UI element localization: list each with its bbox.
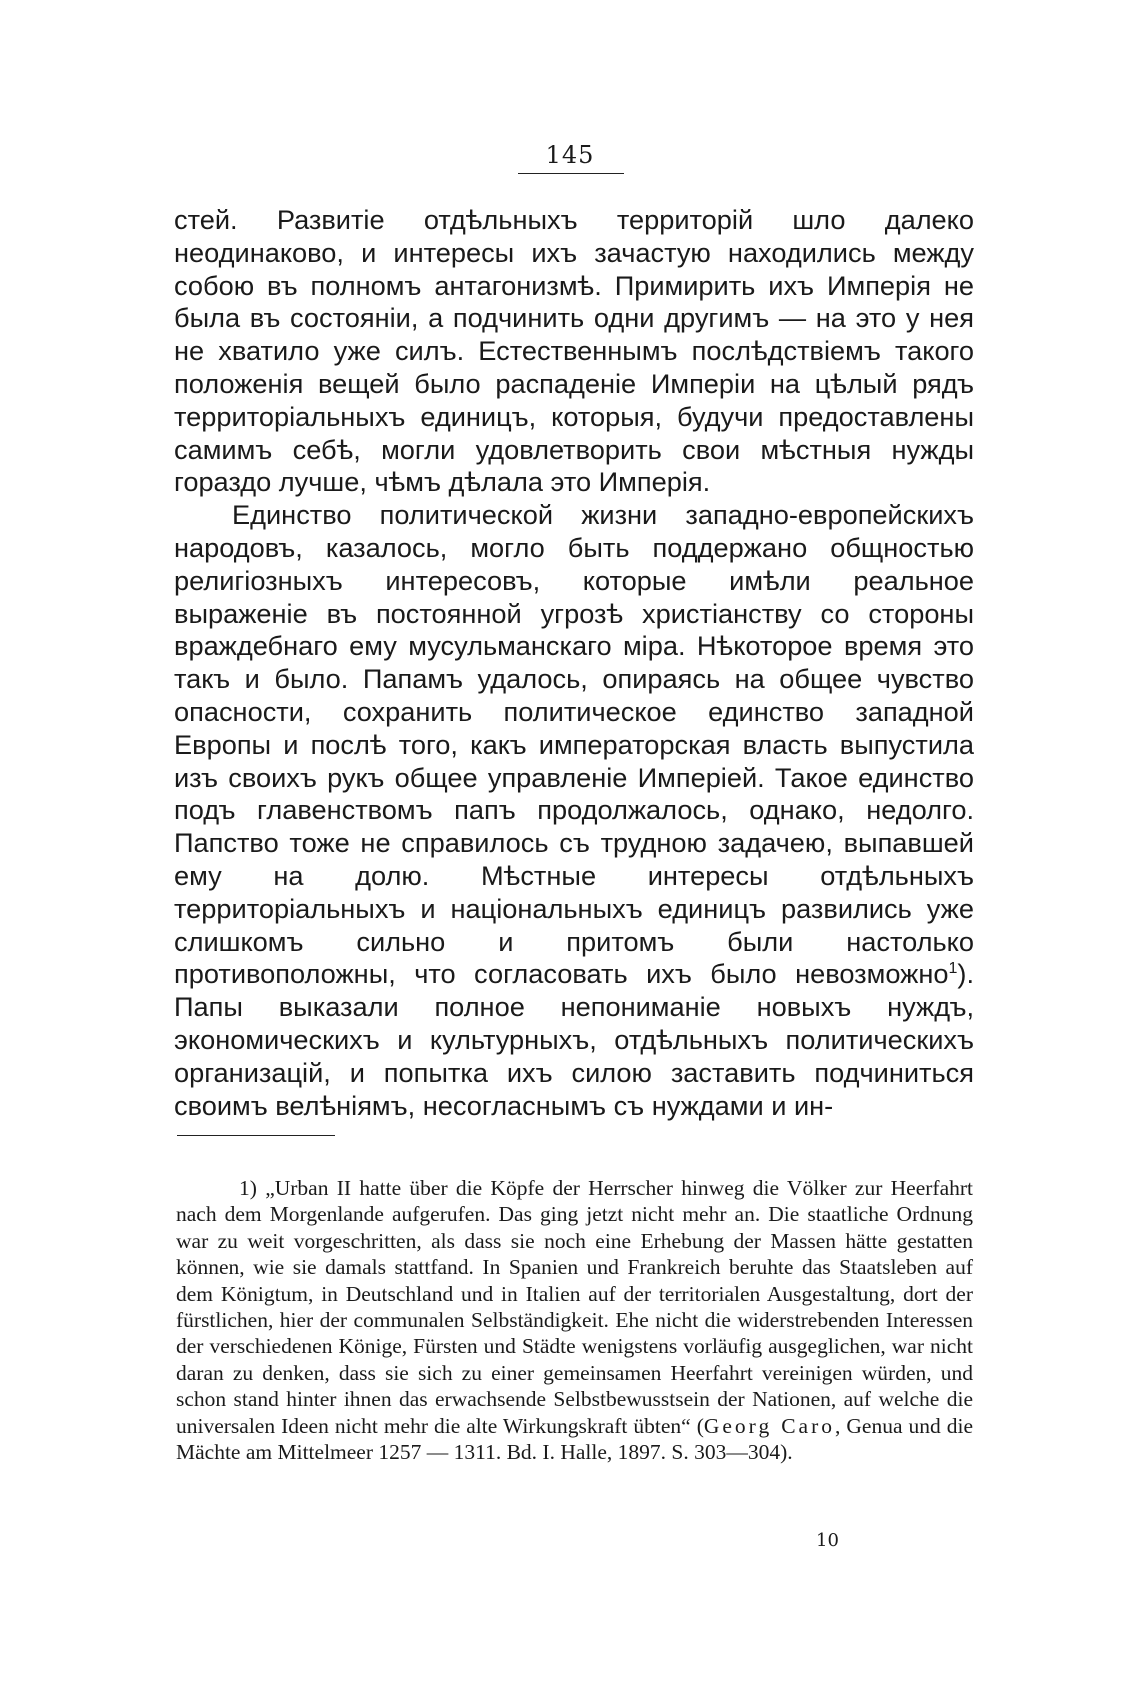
paragraph-2-part-2: ). Папы выказали полное непониманіе новыхъ нуждъ, экономическихъ и культурныхъ, отдѣльныхъ политическихъ организацій, и попытка ихъ силою заставить подчиниться своимъ велѣніямъ, несогласнымъ съ нуждами и ин- <box>174 958 974 1121</box>
footnote-divider <box>177 1135 335 1136</box>
paragraph-2-part-1: Единство политической жизни западно-европейскихъ народовъ, казалось, могло быть поддержано общностью религіозныхъ интересовъ, которые имѣли реальное выраженіе въ постоянной угрозѣ христіанству со стороны враждебнаго ему мусульманскаго міра. Нѣкоторое время это такъ и было. Папамъ удалось, опираясь на общее чувство опасности, сохранить политическое единство западной Европы и послѣ того, какъ императорская власть выпустила изъ своихъ рукъ общее управленіе Имперіей. Такое единство подъ главенствомъ папъ продолжалось, однако, недолго. Папство тоже не справилось съ трудною задачею, выпавшей ему на долю. Мѣстные интересы отдѣльныхъ территоріальныхъ и національныхъ единицъ развились уже слишкомъ сильно и притомъ были настолько противоположны, что согласовать ихъ было невозможно <box>174 499 974 990</box>
footnote-marker: 1) <box>239 1176 257 1200</box>
footnote-text-1: „Urban II hatte über die Köpfe der Herrscher hinweg die Völker zur Heerfahrt nach dem Morgenlande aufgerufen. Das ging jetzt nicht mehr an. Die staatliche Ordnung war zu weit vorgeschritten, als dass sie noch eine Erhebung der Massen hätte gestatten können, wie sie damals stattfand. In Spanien und Frankreich beruhte das Staatsleben auf dem Königtum, in Deutschland und in Italien auf der territorialen Ausgestaltung, dort der fürstlichen, hier der communalen Selbständigkeit. Ehe nicht die widerstrebenden Interessen der verschiedenen Könige, Fürsten und Städte wenigstens vorläufig ausgeglichen, war nicht daran zu denken, dass sie sich zu einer gemeinsamen Heerfahrt vereinigen würden, und schon stand hinter ihnen das erwachsende Selbstbewusstsein der Nationen, auf welche die universalen Ideen nicht mehr die alte Wirkungskraft übten“ ( <box>176 1176 973 1438</box>
page-number: 145 <box>545 141 595 169</box>
paragraph-1: стей. Развитіе отдѣльныхъ территорій шло далеко неодинаково, и интересы ихъ зачастую находились между собою въ полномъ антагонизмѣ. Примирить ихъ Имперія не была въ состояніи, а подчинить одни другимъ — на это у нея не хватило уже силъ. Естественнымъ послѣдствіемъ такого положенія вещей было распаденіе Имперіи на цѣлый рядъ территоріальныхъ единицъ, которыя, будучи предоставлены самимъ себѣ, могли удовлетворить свои мѣстныя нужды гораздо лучше, чѣмъ дѣлала это Имперія. <box>174 204 974 498</box>
footnote <box>176 1175 973 1465</box>
footnote-reference: 1 <box>948 960 958 978</box>
footnote-author: Georg Caro <box>703 1413 835 1438</box>
signature-mark: 10 <box>816 1530 839 1551</box>
footnote-text-2: , Genua und die Mächte am Mittelmeer 1257 — 1311. Bd. I. Halle, 1897. S. 303—304). <box>176 1413 973 1465</box>
page-number-rule <box>518 173 624 174</box>
paragraph-2 <box>174 499 974 1122</box>
main-text <box>174 204 974 1122</box>
